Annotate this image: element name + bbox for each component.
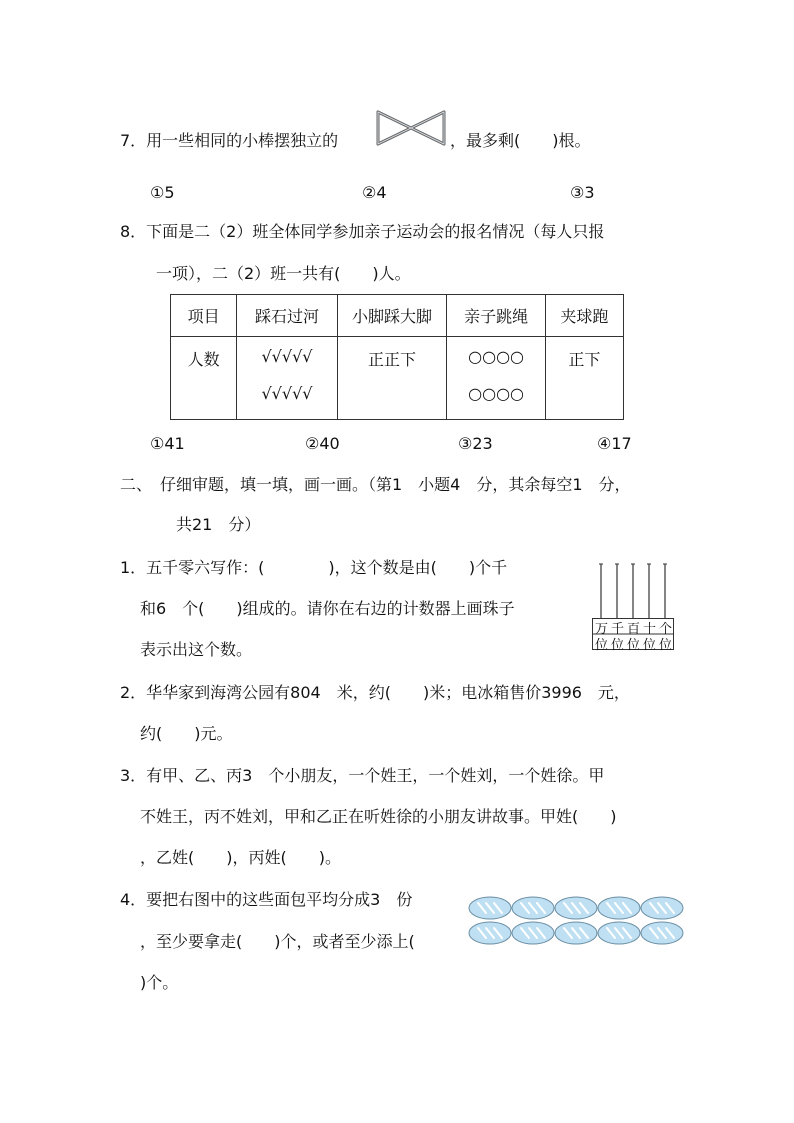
s4-line-3: )个。 (140, 973, 179, 992)
table-cell (447, 337, 545, 420)
bread-loaf-icon (512, 922, 554, 944)
abacus-counter[interactable] (592, 560, 674, 653)
s1-line-3: 表示出这个数。 (140, 640, 253, 659)
bread-loaf-icon (555, 922, 597, 944)
table-header-cell: 亲子跳绳 (447, 295, 545, 337)
s4-line-1: 4．要把右图中的这些面包平均分成3 份 (120, 890, 413, 909)
section2-heading-line-2: 共21 分） (176, 515, 261, 534)
table-row-label (171, 337, 237, 420)
abacus-place-label: 万 (595, 622, 609, 637)
q8-line-1: 8．下面是二（2）班全体同学参加亲子运动会的报名情况（每人只报 (120, 222, 605, 241)
abacus-place-label: 十 (643, 622, 657, 637)
section2-heading-line-1: 二、 仔细审题，填一填，画一画。（第1 小题4 分，其余每空1 分， (120, 475, 631, 494)
s3-line-2: 不姓王，丙不姓刘，甲和乙正在听姓徐的小朋友讲故事。甲姓( ) (140, 807, 617, 826)
q7-option-1[interactable]: ①5 (150, 183, 175, 202)
bread-loaf-icon (512, 897, 554, 919)
q8-option-2[interactable]: ②40 (305, 434, 340, 453)
table-cell (545, 337, 623, 420)
bread-loaves-illustration (468, 894, 688, 948)
tally-zheng: 正正下 (368, 350, 417, 369)
abacus-place-label: 位 (627, 638, 641, 653)
abacus-place-label: 位 (595, 638, 609, 653)
abacus-place-label: 个 (659, 622, 673, 637)
table-header-cell: 踩石过河 (237, 295, 337, 337)
q8-option-4[interactable]: ④17 (597, 434, 632, 453)
bread-loaf-icon (469, 922, 511, 944)
table-row (171, 337, 624, 420)
abacus-place-label: 位 (611, 638, 625, 653)
bread-loaf-icon (469, 897, 511, 919)
table-header-cell: 小脚踩大脚 (337, 295, 447, 337)
abacus-place-label: 千 (611, 622, 625, 637)
q8-line-2: 一项），二（2）班一共有( )人。 (156, 264, 411, 283)
row-label-text: 人数 (187, 350, 220, 369)
s1-line-2: 和6 个( )组成的。请你在右边的计数器上画珠子 (140, 599, 515, 618)
bread-loaf-icon (598, 922, 640, 944)
table-header-cell: 夹球跑 (545, 295, 623, 337)
s1-line-1: 1．五千零六写作：( )，这个数是由( )个千 (120, 558, 508, 577)
table-cell (337, 337, 447, 420)
q8-option-1[interactable]: ①41 (150, 434, 185, 453)
tally-zheng: 正下 (568, 350, 601, 369)
s2-line-2: 约( )元。 (140, 724, 233, 743)
tally-checks: √√√√√ (261, 384, 313, 403)
abacus-place-label: 位 (659, 638, 673, 653)
table-cell (237, 337, 337, 420)
q7-option-2[interactable]: ②4 (362, 183, 387, 202)
bread-loaf-icon (641, 922, 683, 944)
q7-text-after: ，最多剩( )根。 (450, 131, 591, 150)
bread-loaf-icon (598, 897, 640, 919)
table-header-row (171, 295, 624, 337)
abacus-place-label: 位 (643, 638, 657, 653)
bread-loaf-icon (555, 897, 597, 919)
s2-line-1: 2．华华家到海湾公园有804 米，约( )米；电冰箱售价3996 元， (120, 683, 630, 702)
tally-circles: ○○○○ (468, 347, 524, 366)
abacus-place-label: 百 (627, 622, 641, 637)
q7-option-3[interactable]: ③3 (570, 183, 595, 202)
sticks-shape-icon (374, 108, 448, 148)
signup-table (170, 294, 624, 420)
q7-text-before: 7．用一些相同的小棒摆独立的 (120, 131, 339, 150)
q8-option-3[interactable]: ③23 (458, 434, 493, 453)
tally-circles: ○○○○ (468, 384, 524, 403)
table-header-cell: 项目 (171, 295, 237, 337)
tally-checks: √√√√√ (261, 347, 313, 366)
bread-loaf-icon (641, 897, 683, 919)
s3-line-3: ，乙姓( )，丙姓( )。 (140, 848, 341, 867)
s3-line-1: 3．有甲、乙、丙3 个小朋友，一个姓王，一个姓刘，一个姓徐。甲 (120, 766, 605, 785)
s4-line-2: ，至少要拿走( )个，或者至少添上( (140, 932, 415, 951)
